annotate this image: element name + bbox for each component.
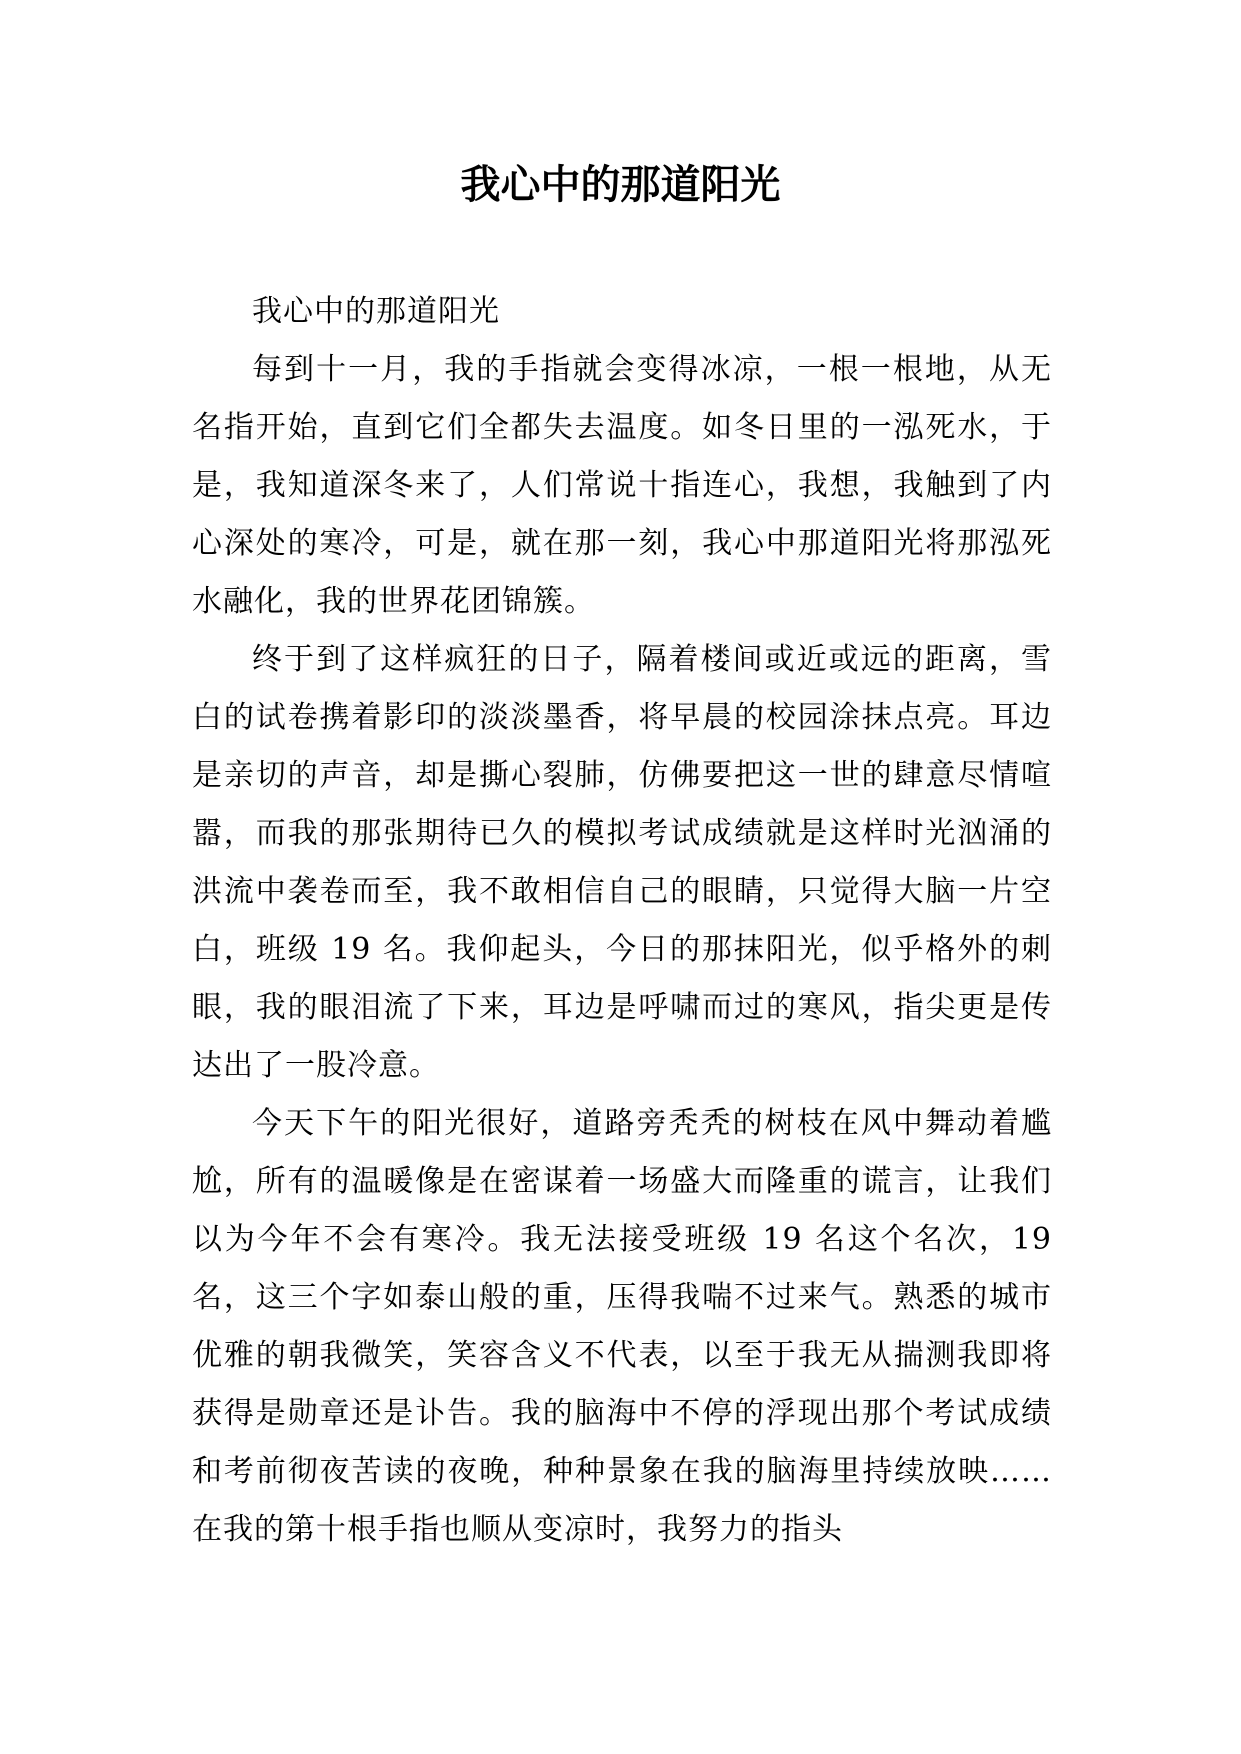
paragraph: 今天下午的阳光很好，道路旁秃秃的树枝在风中舞动着尴尬，所有的温暖像是在密谋着一场盛大而隆重的谎言，让我们以为今年不会有寒冷。我无法接受班级 19 名这个名次，19 名，这三个字如泰山般的重，压得我喘不过来气。熟悉的城市优雅的朝我微笑，笑容含义不代表，以至于我无从揣测我即将获得是勋章还是讣告。我的脑海中不停的浮现出那个考试成绩和考前彻夜苦读的夜晚，种种景象在我的脑海里持续放映……在我的第十根手指也顺从变凉时，我努力的指头	[192, 1106, 1052, 1547]
paragraph: 每到十一月，我的手指就会变得冰凉，一根一根地，从无名指开始，直到它们全都失去温度。如冬日里的一泓死水，于是，我知道深冬来了，人们常说十指连心，我想，我触到了内心深处的寒冷，可是，就在那一刻，我心中那道阳光将那泓死水融化，我的世界花团锦簇。	[192, 352, 1052, 619]
paragraph: 终于到了这样疯狂的日子，隔着楼间或近或远的距离，雪白的试卷携着影印的淡淡墨香，将早晨的校园涂抹点亮。耳边是亲切的声音，却是撕心裂肺，仿佛要把这一世的肆意尽情喧嚣，而我的那张期待已久的模拟考试成绩就是这样时光汹涌的洪流中袭卷而至，我不敢相信自己的眼睛，只觉得大脑一片空白，班级 19 名。我仰起头，今日的那抹阳光，似乎格外的刺眼，我的眼泪流了下来，耳边是呼啸而过的寒风，指尖更是传达出了一股冷意。	[192, 642, 1052, 1083]
document-title: 我心中的那道阳光	[460, 162, 781, 208]
paragraph-subtitle: 我心中的那道阳光	[252, 294, 500, 329]
document-body	[192, 283, 1052, 1559]
